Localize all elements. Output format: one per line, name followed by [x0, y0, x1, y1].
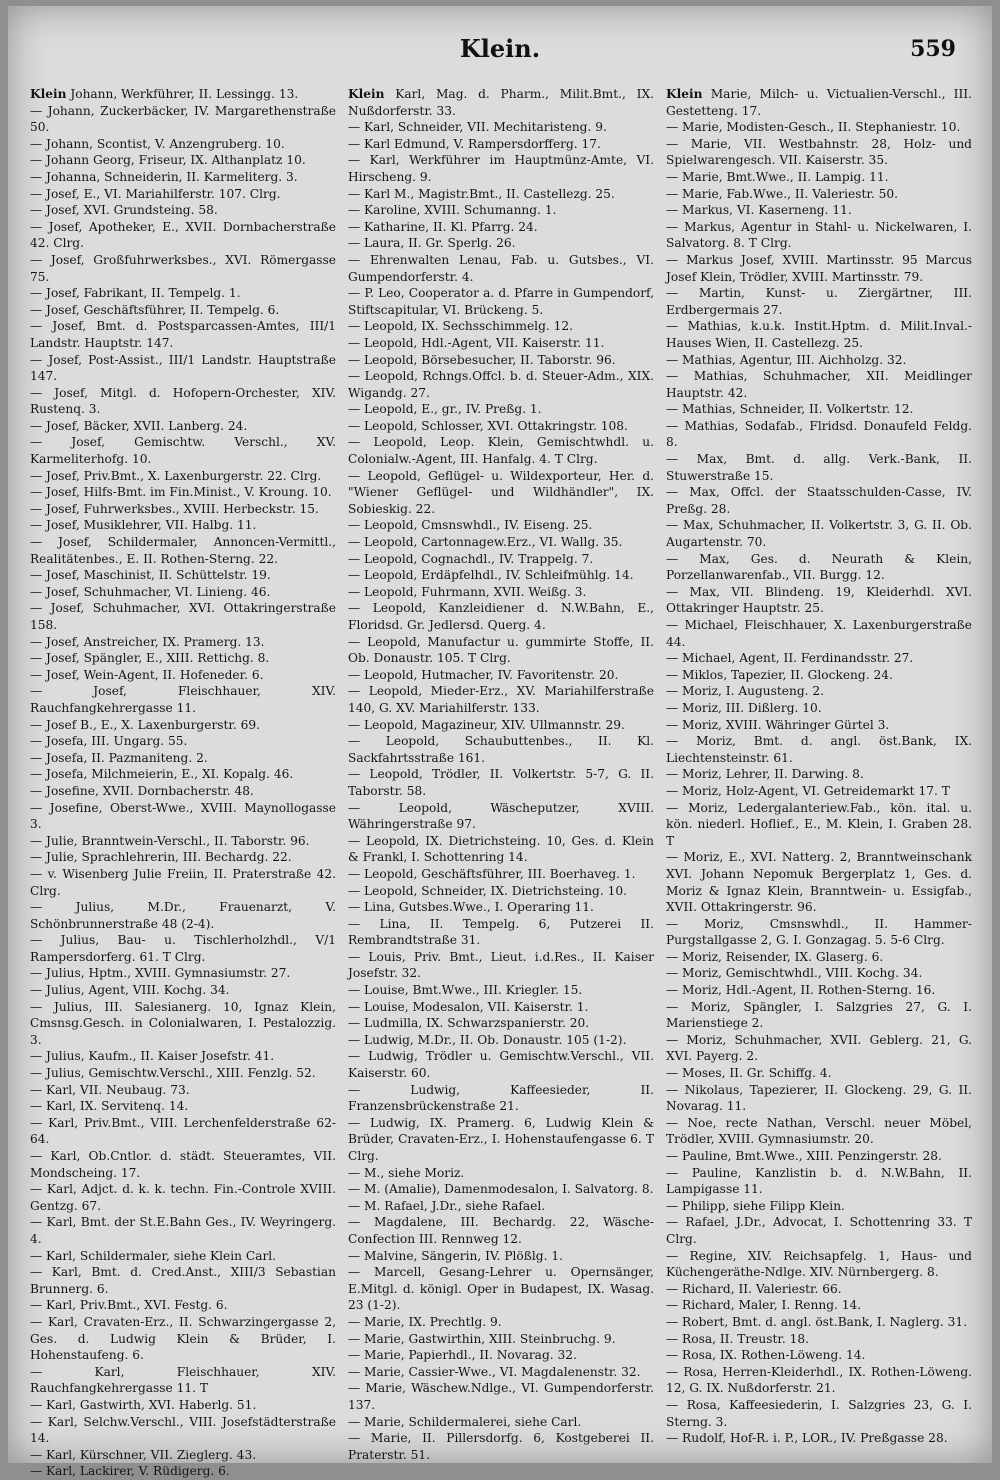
directory-entry: — Ludmilla, IX. Schwarzspanierstr. 20. [348, 1016, 590, 1031]
directory-entry: — Max, Offcl. der Staatsschulden-Casse, IV. Preßg. 28. [666, 485, 972, 516]
directory-entry: Klein Karl, Mag. d. Pharm., Milit.Bmt., IX. Nußdorferstr. 33. [348, 87, 654, 118]
directory-entry: — Regine, XIV. Reichsapfelg. 1, Haus- und Küchengeräthe-Ndlge. XIV. Nürnbergerg. 8. [666, 1248, 972, 1280]
directory-entry: — Mathias, Agentur, III. Aichholzg. 32. [666, 352, 907, 367]
page-number: 559 [910, 36, 956, 62]
directory-entry: — Ludwig, IX. Pramerg. 6, Ludwig Klein & Brüder, Cravaten-Erz., I. Hohenstaufengasse 6. T Clrg. [348, 1115, 654, 1163]
directory-entry: — Moriz, Lehrer, II. Darwing. 8. [666, 767, 864, 782]
directory-entry: — Robert, Bmt. d. angl. öst.Bank, I. Naglerg. 31. [666, 1314, 968, 1329]
directory-entry: — Marcell, Gesang-Lehrer u. Opernsänger, E.Mitgl. d. königl. Oper in Budapest, IX. Wasag. 23 (1-2). [348, 1265, 654, 1313]
directory-entry: — Louise, Bmt.Wwe., III. Kriegler. 15. [348, 983, 583, 998]
directory-entry: — Moriz, Hdl.-Agent, II. Rothen-Sterng. 16. [666, 983, 936, 998]
directory-entry: — Leopold, Cmsnswhdl., IV. Eiseng. 25. [348, 518, 593, 533]
directory-entry: — Ludwig, Kaffeesieder, II. Franzensbrückenstraße 21. [348, 1082, 654, 1114]
directory-entry: — Josef, Maschinist, II. Schüttelstr. 19. [30, 568, 271, 583]
directory-entry: — Moriz, Cmsnswhdl., II. Hammer-Purgstallgasse 2, G. I. Gonzagag. 5. 5-6 Clrg. [666, 916, 972, 948]
directory-entry: — Mathias, Sodafab., Flridsd. Donaufeld Feldg. 8. [666, 418, 972, 450]
directory-entry: — Julius, Agent, VIII. Kochg. 34. [30, 983, 230, 998]
directory-entry: — Richard, II. Valeriestr. 66. [666, 1281, 842, 1296]
directory-entry: — Karl, Priv.Bmt., XVI. Festg. 6. [30, 1298, 228, 1313]
directory-entry: — Moriz, Holz-Agent, VI. Getreidemarkt 17. T [666, 783, 950, 798]
directory-entry: — Leopold, Schneider, IX. Dietrichsteing. 10. [348, 883, 627, 898]
directory-entry: — Karl, VII. Neubaug. 73. [30, 1082, 190, 1097]
directory-entry: — Max, Ges. d. Neurath & Klein, Porzellanwarenfab., VII. Burgg. 12. [666, 551, 972, 583]
directory-entry: — Josef, Fuhrwerksbes., XVIII. Herbeckstr. 15. [30, 501, 319, 516]
directory-entry: — Ehrenwalten Lenau, Fab. u. Gutsbes., VI. Gumpendorferstr. 4. [348, 252, 654, 284]
directory-entry: — Josefa, II. Pazmaniteng. 2. [30, 750, 208, 765]
directory-entry: — Leopold, Manufactur u. gummirte Stoffe, II. Ob. Donaustr. 105. T Clrg. [348, 634, 654, 666]
directory-entry: — Johann, Zuckerbäcker, IV. Margarethenstraße 50. [30, 103, 336, 135]
directory-entry: — Leopold, Trödler, II. Volkertstr. 5-7, G. II. Taborstr. 58. [348, 767, 654, 798]
directory-entry: — Moriz, Gemischtwhdl., VIII. Kochg. 34. [666, 966, 923, 981]
directory-entry: — Leopold, Hdl.-Agent, VII. Kaiserstr. 11. [348, 335, 605, 350]
directory-entry: — Josef, Geschäftsführer, II. Tempelg. 6. [30, 302, 280, 317]
directory-entry: — Magdalene, III. Bechardg. 22, Wäsche-Confection III. Rennweg 12. [348, 1215, 654, 1246]
directory-entry: — M., siehe Moriz. [348, 1165, 465, 1180]
directory-entry: — Karl, Lackirer, V. Rüdigerg. 6. [30, 1464, 230, 1479]
directory-entry: — Josef, Priv.Bmt., X. Laxenburgerstr. 22. Clrg. [30, 468, 322, 483]
directory-entry: — Pauline, Kanzlistin b. d. N.W.Bahn, II. Lampigasse 11. [666, 1165, 972, 1197]
directory-entry: — Josef, Gemischtw. Verschl., XV. Karmeliterhofg. 10. [30, 435, 336, 467]
directory-entry: — Ludwig, M.Dr., II. Ob. Donaustr. 105 (1-2). [348, 1032, 627, 1047]
directory-entry: — Josef, XVI. Grundsteing. 58. [30, 203, 218, 218]
surname-heading: Klein [30, 87, 67, 101]
directory-entry: — Karl, Priv.Bmt., VIII. Lerchenfelderstraße 62-64. [30, 1115, 336, 1147]
directory-entry: — Leopold, Schaubuttenbes., II. Kl. Sackfahrtsstraße 161. [348, 734, 654, 765]
directory-entry: — Richard, Maler, I. Renng. 14. [666, 1298, 862, 1313]
directory-entry: — Josefa, Milchmeierin, E., XI. Kopalg. 46. [30, 767, 294, 782]
directory-entry: — Malvine, Sängerin, IV. Plößlg. 1. [348, 1248, 563, 1263]
directory-entry: — Leopold, Kanzleidiener d. N.W.Bahn, E., Floridsd. Gr. Jedlersd. Querg. 4. [348, 601, 654, 632]
directory-entry: — Markus, Agentur in Stahl- u. Nickelwaren, I. Salvatorg. 8. T Clrg. [666, 219, 972, 251]
directory-entry: — Leopold, Cartonnagew.Erz., VI. Wallg. 35. [348, 535, 623, 550]
directory-entry: — Moriz, Spängler, I. Salzgries 27, G. I. Marienstiege 2. [666, 999, 972, 1031]
directory-entry: — Max, VII. Blindeng. 19, Kleiderhdl. XVI. Ottakringer Hauptstr. 25. [666, 584, 972, 616]
directory-entry: — Rafael, J.Dr., Advocat, I. Schottenring 33. T Clrg. [666, 1215, 972, 1246]
directory-entry: — Karl, Selchw.Verschl., VIII. Josefstädterstraße 14. [30, 1414, 336, 1446]
directory-entry: — Moriz, Reisender, IX. Glaserg. 6. [666, 949, 884, 964]
directory-page [8, 6, 992, 1479]
directory-entry: — Marie, Fab.Wwe., II. Valeriestr. 50. [666, 186, 898, 201]
directory-entry: — Marie, Bmt.Wwe., II. Lampig. 11. [666, 169, 889, 184]
directory-entry: — Lina, Gutsbes.Wwe., I. Operaring 11. [348, 900, 594, 915]
directory-entry: — Nikolaus, Tapezierer, II. Glockeng. 29, G. II. Novarag. 11. [666, 1082, 972, 1114]
directory-entry: — Leopold, IX. Dietrichsteing. 10, Ges. d. Klein & Frankl, I. Schottenring 14. [348, 833, 654, 865]
directory-entry: — Marie, Modisten-Gesch., II. Stephaniestr. 10. [666, 120, 961, 135]
directory-entry: — Leopold, Börsebesucher, II. Taborstr. 96. [348, 352, 616, 367]
directory-entry: — Noe, recte Nathan, Verschl. neuer Möbel, Trödler, XVIII. Gymnasiumstr. 20. [666, 1115, 972, 1147]
directory-entry: — M. (Amalie), Damenmodesalon, I. Salvatorg. 8. [348, 1182, 654, 1197]
directory-entry: — Johann, Scontist, V. Anzengruberg. 10. [30, 136, 285, 151]
directory-entry: — v. Wisenberg Julie Freiin, II. Praterstraße 42. Clrg. [30, 866, 336, 898]
directory-entry: — Miklos, Tapezier, II. Glockeng. 24. [666, 667, 893, 682]
directory-entry: — Max, Bmt. d. allg. Verk.-Bank, II. Stuwerstraße 15. [666, 452, 972, 483]
directory-entry: — Karl, Bmt. d. Cred.Anst., XIII/3 Sebastian Brunnerg. 6. [30, 1265, 336, 1296]
directory-entry: — Moriz, Schuhmacher, XVII. Geblerg. 21, G. XVI. Payerg. 2. [666, 1032, 972, 1064]
directory-entry: — Josef, Schuhmacher, VI. Linieng. 46. [30, 584, 271, 599]
directory-entry: — Julius, M.Dr., Frauenarzt, V. Schönbrunnerstraße 48 (2-4). [30, 900, 336, 931]
directory-entry: — Marie, VII. Westbahnstr. 28, Holz- und Spielwarengesch. VII. Kaiserstr. 35. [666, 136, 972, 168]
directory-entry: — Katharine, II. Kl. Pfarrg. 24. [348, 219, 538, 234]
directory-entry: — M. Rafael, J.Dr., siehe Rafael. [348, 1198, 546, 1213]
directory-entry: — Karl, Adjct. d. k. k. techn. Fin.-Controle XVIII. Gentzg. 67. [30, 1182, 336, 1213]
directory-entry: — Josef, E., VI. Mariahilferstr. 107. Clrg. [30, 186, 281, 201]
directory-entry: — Josef, Musiklehrer, VII. Halbg. 11. [30, 518, 257, 533]
directory-entry: — Moriz, III. Dißlerg. 10. [666, 700, 822, 715]
directory-entry: — Ludwig, Trödler u. Gemischtw.Verschl., VII. Kaiserstr. 60. [348, 1049, 654, 1081]
directory-entry: — Karl Edmund, V. Rampersdorfferg. 17. [348, 136, 601, 151]
directory-entry: — Karl, Gastwirth, XVI. Haberlg. 51. [30, 1397, 257, 1412]
directory-entry: Klein Marie, Milch- u. Victualien-Verschl., III. Gestetteng. 17. [666, 87, 972, 118]
directory-entry: — Josef, Mitgl. d. Hofopern-Orchester, XIV. Rustenq. 3. [30, 385, 336, 417]
directory-entry: — Karl, Fleischhauer, XIV. Rauchfangkehrergasse 11. T [30, 1364, 336, 1396]
directory-entry: — Marie, Papierhdl., II. Novarag. 32. [348, 1348, 577, 1363]
directory-entry: — Josef, Fabrikant, II. Tempelg. 1. [30, 286, 241, 301]
directory-entry: — Louise, Modesalon, VII. Kaiserstr. 1. [348, 999, 589, 1014]
directory-entry: — Karl, IX. Servitenq. 14. [30, 1099, 189, 1114]
directory-entry: — Josef, Anstreicher, IX. Pramerg. 13. [30, 634, 265, 649]
directory-entry: — Rosa, Herren-Kleiderhdl., IX. Rothen-Löweng. 12, G. IX. Nußdorferstr. 21. [666, 1364, 972, 1396]
directory-entry: — Johanna, Schneiderin, II. Karmeliterg. 3. [30, 169, 298, 184]
directory-entry: — Rosa, Kaffeesiederin, I. Salzgries 23, G. I. Sterng. 3. [666, 1397, 972, 1429]
directory-entry: — Marie, II. Pillersdorfg. 6, Kostgeberei II. Praterstr. 51. [348, 1431, 654, 1462]
directory-entry: — Karl, Cravaten-Erz., II. Schwarzingergasse 2, Ges. d. Ludwig Klein & Brüder, I. Hohenstaufeng. 6. [30, 1314, 336, 1363]
directory-entry: — Martin, Kunst- u. Ziergärtner, III. Erdbergermais 27. [666, 286, 972, 317]
column-3 [666, 86, 972, 1446]
directory-entry: — Leopold, Magazineur, XIV. Ullmannstr. 29. [348, 717, 625, 732]
directory-entry: — Karl, Werkführer im Hauptmünz-Amte, VI. Hirscheng. 9. [348, 153, 654, 184]
column-1 [30, 86, 336, 1479]
directory-entry: — Josefa, III. Ungarg. 55. [30, 734, 188, 749]
directory-entry: — Leopold, IX. Sechsschimmelg. 12. [348, 319, 574, 334]
directory-entry: — Moriz, Bmt. d. angl. öst.Bank, IX. Liechtensteinstr. 61. [666, 734, 972, 765]
directory-entry: — Leopold, Leop. Klein, Gemischtwhdl. u. Colonialw.-Agent, III. Hanfalg. 4. T Clrg. [348, 435, 654, 467]
directory-entry: — Julie, Sprachlehrerin, III. Bechardg. 22. [30, 850, 292, 865]
directory-entry: — Julius, Bau- u. Tischlerholzhdl., V/1 Rampersdorferg. 61. T Clrg. [30, 933, 336, 964]
directory-entry: — Julius, Kaufm., II. Kaiser Josefstr. 41. [30, 1049, 275, 1064]
directory-entry: — Rudolf, Hof-R. i. P., LOR., IV. Preßgasse 28. [666, 1431, 948, 1446]
directory-entry: — Josef, Post-Assist., III/1 Landstr. Hauptstraße 147. [30, 352, 336, 384]
directory-entry: — Josef, Wein-Agent, II. Hofeneder. 6. [30, 667, 264, 682]
directory-entry: — Marie, Schildermalerei, siehe Carl. [348, 1414, 582, 1429]
directory-entry: — Marie, Gastwirthin, XIII. Steinbruchg. 9. [348, 1331, 616, 1346]
directory-entry: — Leopold, Cognachdl., IV. Trappelg. 7. [348, 551, 594, 566]
directory-entry: — Marie, Wäschew.Ndlge., VI. Gumpendorferstr. 137. [348, 1381, 654, 1412]
directory-entry: — Moriz, Ledergalanteriew.Fab., kön. ital. u. kön. niederl. Hoflief., E., M. Klein, I. Graben 28. T [666, 800, 972, 848]
directory-entry: — Julius, III. Salesianerg. 10, Ignaz Klein, Cmsnsg.Gesch. in Colonialwaren, I. Pestalozzig. 3. [30, 999, 336, 1047]
directory-entry: — Karl, Schildermaler, siehe Klein Carl. [30, 1248, 277, 1263]
directory-entry: — Johann Georg, Friseur, IX. Althanplatz 10. [30, 153, 306, 168]
directory-entry: — Josefine, XVII. Dornbacherstr. 48. [30, 783, 254, 798]
column-2 [348, 86, 654, 1462]
surname-heading: Klein [348, 87, 385, 101]
directory-entry: — Karoline, XVIII. Schumanng. 1. [348, 203, 557, 218]
directory-entry: — Leopold, Mieder-Erz., XV. Mariahilferstraße 140, G. XV. Mariahilferstr. 133. [348, 684, 654, 715]
directory-entry: — Leopold, Wäscheputzer, XVIII. Währingerstraße 97. [348, 800, 654, 832]
directory-entry: — Leopold, Hutmacher, IV. Favoritenstr. 20. [348, 667, 619, 682]
directory-entry: — Karl, Ob.Cntlor. d. städt. Steueramtes, VII. Mondscheing. 17. [30, 1149, 336, 1180]
directory-entry: — Leopold, Geschäftsführer, III. Boerhaveg. 1. [348, 866, 636, 881]
directory-entry: — Louis, Priv. Bmt., Lieut. i.d.Res., II. Kaiser Josefstr. 32. [348, 949, 654, 981]
directory-entry: — Leopold, Geflügel- u. Wildexporteur, Her. d. "Wiener Geflügel- und Wildhändler", IX. Sobieskig. 22. [348, 468, 654, 516]
directory-entry: — Pauline, Bmt.Wwe., XIII. Penzingerstr. 28. [666, 1149, 942, 1163]
directory-entry: — Moriz, E., XVI. Natterg. 2, Branntweinschank XVI. Johann Nepomuk Bergerplatz 1, Ges. d. Moriz & Ignaz Klein, Branntwein- u. Essigfab., XVII. Ottakringerstr. 96. [666, 850, 972, 915]
directory-entry: — Leopold, Fuhrmann, XVII. Weißg. 3. [348, 584, 587, 599]
directory-entry: — Josef, Fleischhauer, XIV. Rauchfangkehrergasse 11. [30, 684, 336, 715]
directory-entry: — Marie, IX. Prechtlg. 9. [348, 1314, 502, 1329]
directory-entry: — Josef, Schildermaler, Annoncen-Vermittl., Realitätenbes., E. II. Rothen-Sterng. 22. [30, 535, 336, 566]
directory-entry: — Karl, Kürschner, VII. Zieglerg. 43. [30, 1447, 257, 1462]
directory-entry: — Mathias, Schuhmacher, XII. Meidlinger Hauptstr. 42. [666, 369, 972, 400]
directory-entry: — Markus Josef, XVIII. Martinsstr. 95 Marcus Josef Klein, Trödler, XVIII. Martinsstr. 79. [666, 252, 972, 284]
page-title: Klein. [459, 34, 541, 63]
directory-columns [30, 86, 972, 1479]
directory-entry: — Julius, Gemischtw.Verschl., XIII. Fenzlg. 52. [30, 1066, 316, 1081]
directory-entry: — Julius, Hptm., XVIII. Gymnasiumstr. 27. [30, 966, 291, 981]
directory-entry: — Leopold, E., gr., IV. Preßg. 1. [348, 402, 542, 417]
directory-entry: — Josef, Großfuhrwerksbes., XVI. Römergasse 75. [30, 252, 336, 284]
directory-entry: Klein Johann, Werkführer, II. Lessingg. 13. [30, 87, 299, 101]
directory-entry: — Leopold, Schlosser, XVI. Ottakringstr. 108. [348, 418, 628, 433]
directory-entry: — Moses, II. Gr. Schiffg. 4. [666, 1066, 832, 1081]
directory-entry: — Philipp, siehe Filipp Klein. [666, 1198, 845, 1213]
directory-entry: — Michael, Agent, II. Ferdinandsstr. 27. [666, 651, 914, 666]
directory-entry: — Leopold, Erdäpfelhdl., IV. Schleifmühlg. 14. [348, 568, 634, 583]
directory-entry: — Leopold, Rchngs.Offcl. b. d. Steuer-Adm., XIX. Wigandg. 27. [348, 369, 654, 400]
directory-entry: — P. Leo, Cooperator a. d. Pfarre in Gumpendorf, Stiftscapitular, VI. Brückeng. 5. [348, 286, 654, 317]
directory-entry: — Mathias, Schneider, II. Volkertstr. 12. [666, 402, 914, 417]
directory-entry: — Karl, Bmt. der St.E.Bahn Ges., IV. Weyringerg. 4. [30, 1215, 336, 1246]
directory-entry: — Josef, Bmt. d. Postsparcassen-Amtes, III/1 Landstr. Hauptstr. 147. [30, 319, 336, 350]
directory-entry: — Julie, Branntwein-Verschl., II. Taborstr. 96. [30, 833, 310, 848]
directory-entry: — Karl M., Magistr.Bmt., II. Castellezg. 25. [348, 186, 615, 201]
directory-entry: — Moriz, I. Augusteng. 2. [666, 684, 825, 699]
directory-entry: — Rosa, IX. Rothen-Löweng. 14. [666, 1348, 866, 1363]
directory-entry: — Markus, VI. Kaserneng. 11. [666, 203, 852, 218]
directory-entry: — Josefine, Oberst-Wwe., XVIII. Maynollogasse 3. [30, 800, 336, 832]
directory-entry: — Josef B., E., X. Laxenburgerstr. 69. [30, 717, 261, 732]
directory-entry: — Laura, II. Gr. Sperlg. 26. [348, 236, 516, 251]
surname-heading: Klein [666, 87, 703, 101]
directory-entry: — Lina, II. Tempelg. 6, Putzerei II. Rembrandtstraße 31. [348, 916, 654, 948]
directory-entry: — Josef, Hilfs-Bmt. im Fin.Minist., V. Kroung. 10. [30, 485, 332, 500]
directory-entry: — Moriz, XVIII. Währinger Gürtel 3. [666, 717, 890, 732]
directory-entry: — Rosa, II. Treustr. 18. [666, 1331, 810, 1346]
directory-entry: — Karl, Schneider, VII. Mechitaristeng. 9. [348, 120, 607, 135]
directory-entry: — Josef, Bäcker, XVII. Lanberg. 24. [30, 418, 248, 433]
directory-entry: — Mathias, k.u.k. Instit.Hptm. d. Milit.Inval.-Hauses Wien, II. Castellezg. 25. [666, 319, 972, 350]
directory-entry: — Max, Schuhmacher, II. Volkertstr. 3, G. II. Ob. Augartenstr. 70. [666, 518, 972, 550]
directory-entry: — Michael, Fleischhauer, X. Laxenburgerstraße 44. [666, 618, 972, 649]
page-header [8, 6, 992, 76]
directory-entry: — Marie, Cassier-Wwe., VI. Magdalenenstr. 32. [348, 1364, 641, 1379]
directory-entry: — Josef, Spängler, E., XIII. Rettichg. 8. [30, 651, 270, 666]
directory-entry: — Josef, Apotheker, E., XVII. Dornbacherstraße 42. Clrg. [30, 219, 336, 251]
directory-entry: — Josef, Schuhmacher, XVI. Ottakringerstraße 158. [30, 601, 336, 632]
